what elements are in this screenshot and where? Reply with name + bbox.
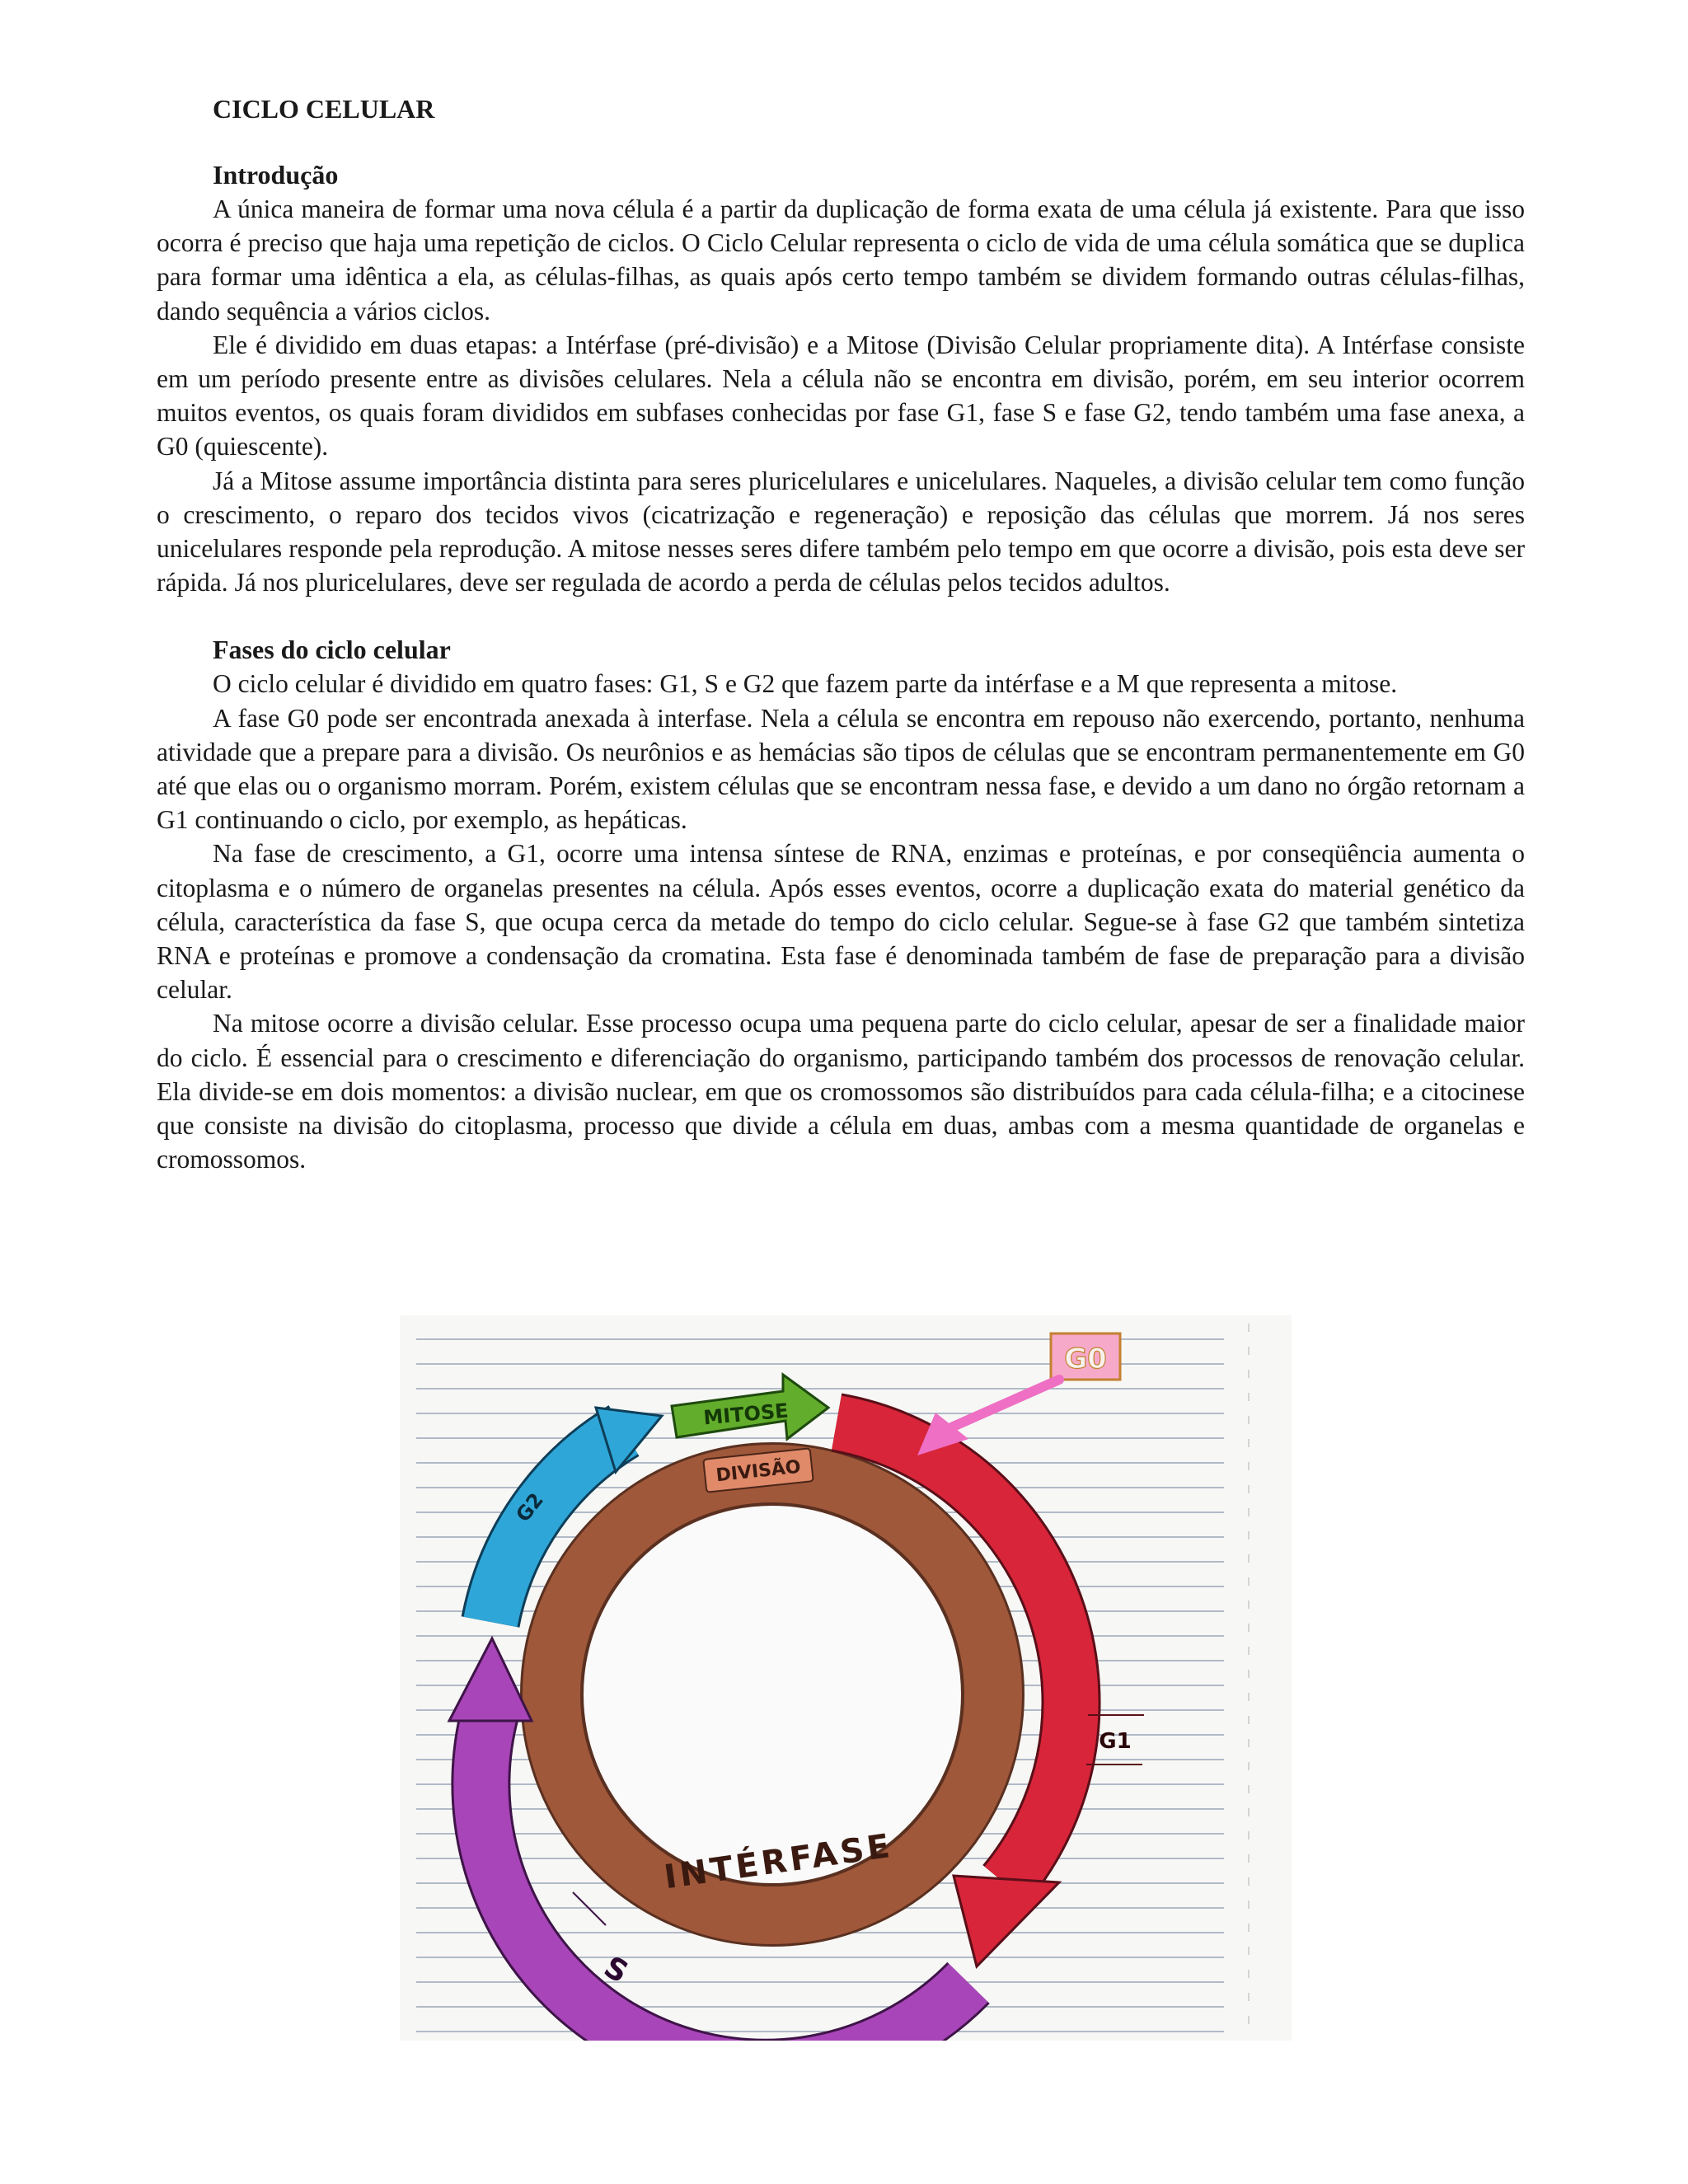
- document-body: [157, 92, 1525, 1176]
- g0-label: G0: [1064, 1343, 1107, 1376]
- paragraph: O ciclo celular é dividido em quatro fases: G1, S e G2 que fazem parte da intérfase e a M que representa a mitose.: [213, 669, 1398, 699]
- paragraph: A única maneira de formar uma nova célula é a partir da duplicação de forma exata de uma célula já existente. Para que isso ocorra é preciso que haja uma repetição de ciclos. O Ciclo Celular representa o ciclo de vida de uma célula somática que se duplica para formar uma idêntica a ela, as células-filhas, as quais após certo tempo também se dividem formando outras células-filhas, dando sequência a vários ciclos.: [157, 194, 1525, 326]
- spacer: [157, 599, 1525, 633]
- interfase-label: INTÉRFASE: [661, 1826, 896, 1897]
- paragraph: Na mitose ocorre a divisão celular. Esse processo ocupa uma pequena parte do ciclo celular, apesar de ser a finalidade maior do ciclo. É essencial para o crescimento e diferenciação do organismo, participando também dos processos de renovação celular. Ela divide-se em dois momentos: a divisão nuclear, em que os cromossomos são distribuídos para cada célula-filha; e a citocinese que consiste na divisão do citoplasma, processo que divide a célula em duas, ambas com a mesma quantidade de organelas e cromossomos.: [157, 1009, 1525, 1174]
- paragraph: A fase G0 pode ser encontrada anexada à interfase. Nela a célula se encontra em repouso não exercendo, portanto, nenhuma atividade que a prepare para a divisão. Os neurônios e as hemácias são tipos de células que se encontram permanentemente em G0 até que elas ou o organismo morram. Porém, existem células que se encontram nessa fase, e devido a um dano no órgão retornam a G1 continuando o ciclo, por exemplo, as hepáticas.: [157, 703, 1525, 835]
- cell-cycle-drawing: [400, 1315, 1292, 2041]
- section-heading-fases: Fases do ciclo celular: [213, 635, 451, 665]
- ring-center: [583, 1505, 962, 1884]
- s-label: S: [598, 1950, 634, 1990]
- svg-text:DIVISÃO: DIVISÃO: [715, 1456, 802, 1487]
- paragraph: Na fase de crescimento, a G1, ocorre uma intensa síntese de RNA, enzimas e proteínas, e por conseqüência aumenta o citoplasma e o número de organelas presentes na célula. Após esses eventos, ocorre a duplicação exata do material genético da célula, característica da fase S, que ocupa cerca da metade do tempo do ciclo celular. Segue-se à fase G2 que também sintetiza RNA e proteínas e promove a condensação da cromatina. Esta fase é denominada também de fase de preparação para a divisão celular.: [157, 839, 1525, 1005]
- g1-label: G1: [1099, 1729, 1132, 1754]
- g2-label: G2: [511, 1488, 548, 1527]
- paragraph: Já a Mitose assume importância distinta para seres pluricelulares e unicelulares. Naqueles, a divisão celular tem como função o crescimento, o reparo dos tecidos vivos (cicatrização e regeneração) e reposição das células que morrem. Já nos seres unicelulares responde pela reprodução. A mitose nesses seres difere também pelo tempo em que ocorre a divisão, pois esta deve ser rápida. Já nos pluricelulares, deve ser regulada de acordo a perda de células pelos tecidos adultos.: [157, 466, 1525, 598]
- paragraph: Ele é dividido em duas etapas: a Intérfase (pré-divisão) e a Mitose (Divisão Celular propriamente dita). A Intérfase consiste em um período presente entre as divisões celulares. Nela a célula não se encontra em divisão, porém, em seu interior ocorrem muitos eventos, os quais foram divididos em subfases conhecidas por fase G1, fase S e fase G2, tendo também uma fase anexa, a G0 (quiescente).: [157, 330, 1525, 462]
- document-title: CICLO CELULAR: [213, 94, 435, 124]
- section-heading-introducao: Introdução: [213, 160, 339, 190]
- mitose-label: MITOSE: [702, 1399, 790, 1430]
- cell-cycle-figure: [400, 1315, 1292, 2041]
